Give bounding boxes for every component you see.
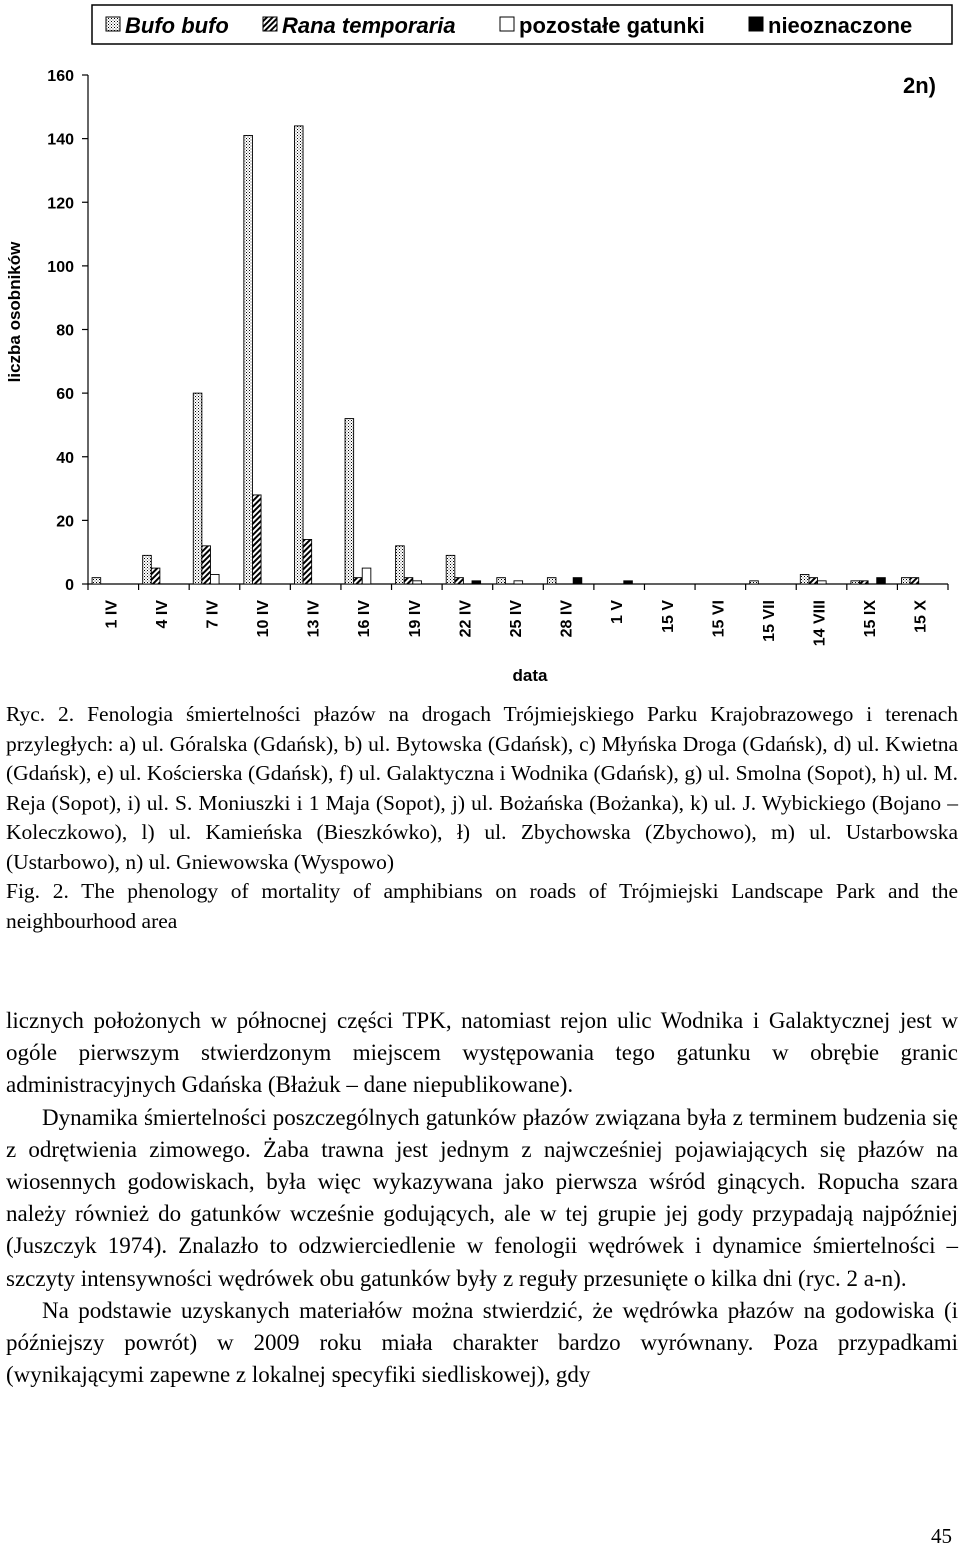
bar-hatch-3 [252,495,261,584]
figure-caption [6,700,958,936]
legend-swatch-rana [263,17,277,31]
bar-dots-15 [851,581,860,584]
body-paragraph-2: Dynamika śmiertelności poszczególnych gatunków płazów związana była z terminem budzenia się z odrętwienia zimowego. Żaba trawna jest jednym z najwcześniej pojawiających się płazów na wiosennych godowiskach, była więc wykazywana jako pierwsza wśród ginących. Ropucha szara należy również do gatunków wcześnie godujących, ale w tej grupie jej gody przypadają najpóźniej (Juszczyk 1974). Znalazło to odzwierciedlenie w fenologii wędrówek i dynamice śmiertelności – szczyty intensywności wędrówek obu gatunków były z reguły przesunięte o kilka dni (ryc. 2 a-n). [6,1104,958,1291]
bars [92,126,919,584]
bar-dots-7 [446,555,455,584]
x-tick-label: 28 IV [558,600,576,638]
bar-hatch-1 [151,568,160,584]
legend-label-rana: Rana temporaria [282,13,456,38]
y-tick-label: 140 [47,131,74,149]
bar-black-7 [472,581,481,584]
y-tick-label: 20 [56,513,74,531]
legend-swatch-other [500,17,514,31]
bar-white-2 [210,574,219,584]
x-tick-label: 25 IV [508,600,525,638]
bar-dots-8 [497,578,506,584]
x-tick-label: 22 IV [457,600,475,638]
bar-black-10 [624,581,633,584]
bar-black-9 [573,578,582,584]
legend-label-unknown: nieoznaczone [768,13,913,38]
bar-dots-2 [193,393,202,584]
y-tick-label: 100 [47,258,74,276]
bar-dots-3 [244,135,253,584]
x-tick-label: 15 IX [862,600,880,638]
bar-dots-14 [800,574,809,584]
bar-hatch-4 [303,539,312,584]
bar-white-5 [362,568,371,584]
bar-dots-9 [547,578,556,584]
x-tick-label: 16 IV [356,600,374,638]
x-tick-label: 10 IV [255,600,273,638]
x-tick-label: 4 IV [153,600,171,629]
bar-hatch-7 [455,578,464,584]
x-tick-label: 15 VI [710,600,728,638]
body-text [6,1005,958,1391]
legend-swatch-bufo [106,17,120,31]
x-tick-label: 1 IV [103,600,121,629]
x-tick-label: 15 X [912,600,930,633]
bar-hatch-16 [910,578,919,584]
bar-hatch-2 [202,546,211,584]
x-tick-label: 7 IV [204,600,222,629]
bar-black-15 [877,578,886,584]
page-number: 45 [931,1524,952,1548]
body-paragraph-1: licznych położonych w północnej części TPK, natomiast rejon ulic Wodnika i Galaktycznej jest w ogóle pierwszym stwierdzonym miejscem występowania tego gatunku w obrębie granic administracyjnych Gdańska (Błażuk – dane niepublikowane). [6,1008,958,1098]
bar-dots-13 [750,581,759,584]
body-paragraph-3: Na podstawie uzyskanych materiałów można stwierdzić, że wędrówka płazów na godowiska (i późniejszy powrót) w 2009 roku miała charakter bardzo wyrównany. Poza przypadkami (wynikającymi zapewne z lokalnej specyfiki siedliskowej), gdy [6,1297,958,1388]
phenology-bar-chart [0,0,960,700]
bar-white-6 [413,581,422,584]
axes [47,68,948,594]
x-tick-label: 15 V [659,600,677,633]
bar-dots-6 [396,546,405,584]
legend [92,5,952,44]
bar-dots-1 [143,555,152,584]
y-tick-label: 80 [56,322,74,340]
bar-dots-16 [902,578,911,584]
legend-swatch-unknown [749,17,763,31]
y-tick-label: 120 [47,195,74,213]
y-axis-title: liczba osobników [5,241,24,383]
bar-hatch-14 [809,578,818,584]
x-axis-title: data [512,666,548,685]
bar-white-8 [514,581,523,584]
x-tick-label: 13 IV [305,600,323,638]
caption-english: Fig. 2. The phenology of mortality of amphibians on roads of Trójmiejski Landscape Park and the neighbourhood area [6,879,958,933]
x-tick-labels [103,600,929,647]
y-tick-label: 160 [47,68,74,85]
bar-dots-0 [92,578,101,584]
y-tick-label: 60 [56,386,74,404]
x-tick-label: 14 VIII [811,600,829,647]
x-tick-label: 15 VII [760,600,778,642]
legend-label-other: pozostałe gatunki [519,13,705,38]
bar-hatch-5 [354,578,363,584]
bar-dots-5 [345,419,354,584]
caption-polish: Ryc. 2. Fenologia śmiertelności płazów na drogach Trójmiejskiego Parku Krajobrazowego i terenach przyległych: a) ul. Góralska (Gdańsk), b) ul. Bytowska (Gdańsk), c) Młyńska Droga (Gdańsk), d) ul. Kwietna (Gdańsk), e) ul. Kościerska (Gdańsk), f) ul. Galaktyczna i Wodnika (Gdańsk), g) ul. Smolna (Sopot), h) ul. M. Reja (Sopot), i) ul. S. Moniuszki i 1 Maja (Sopot), j) ul. Bożańska (Bożanka), k) ul. J. Wybickiego (Bojano – Koleczkowo), l) ul. Kamieńska (Bieszkówko), ł) ul. Zbychowska (Zbychowo), m) ul. Ustarbowska (Ustarbowo), n) ul. Gniewowska (Wyspowo) [6,702,958,874]
x-tick-label: 1 V [609,600,627,625]
x-tick-label: 19 IV [406,600,424,638]
legend-label-bufo: Bufo bufo [125,13,229,38]
y-tick-label: 40 [56,449,74,467]
bar-dots-4 [294,126,303,584]
bar-hatch-15 [860,581,869,584]
bar-hatch-6 [404,578,413,584]
y-tick-label: 0 [65,577,74,594]
bar-white-14 [818,581,827,584]
panel-label: 2n) [903,73,936,98]
